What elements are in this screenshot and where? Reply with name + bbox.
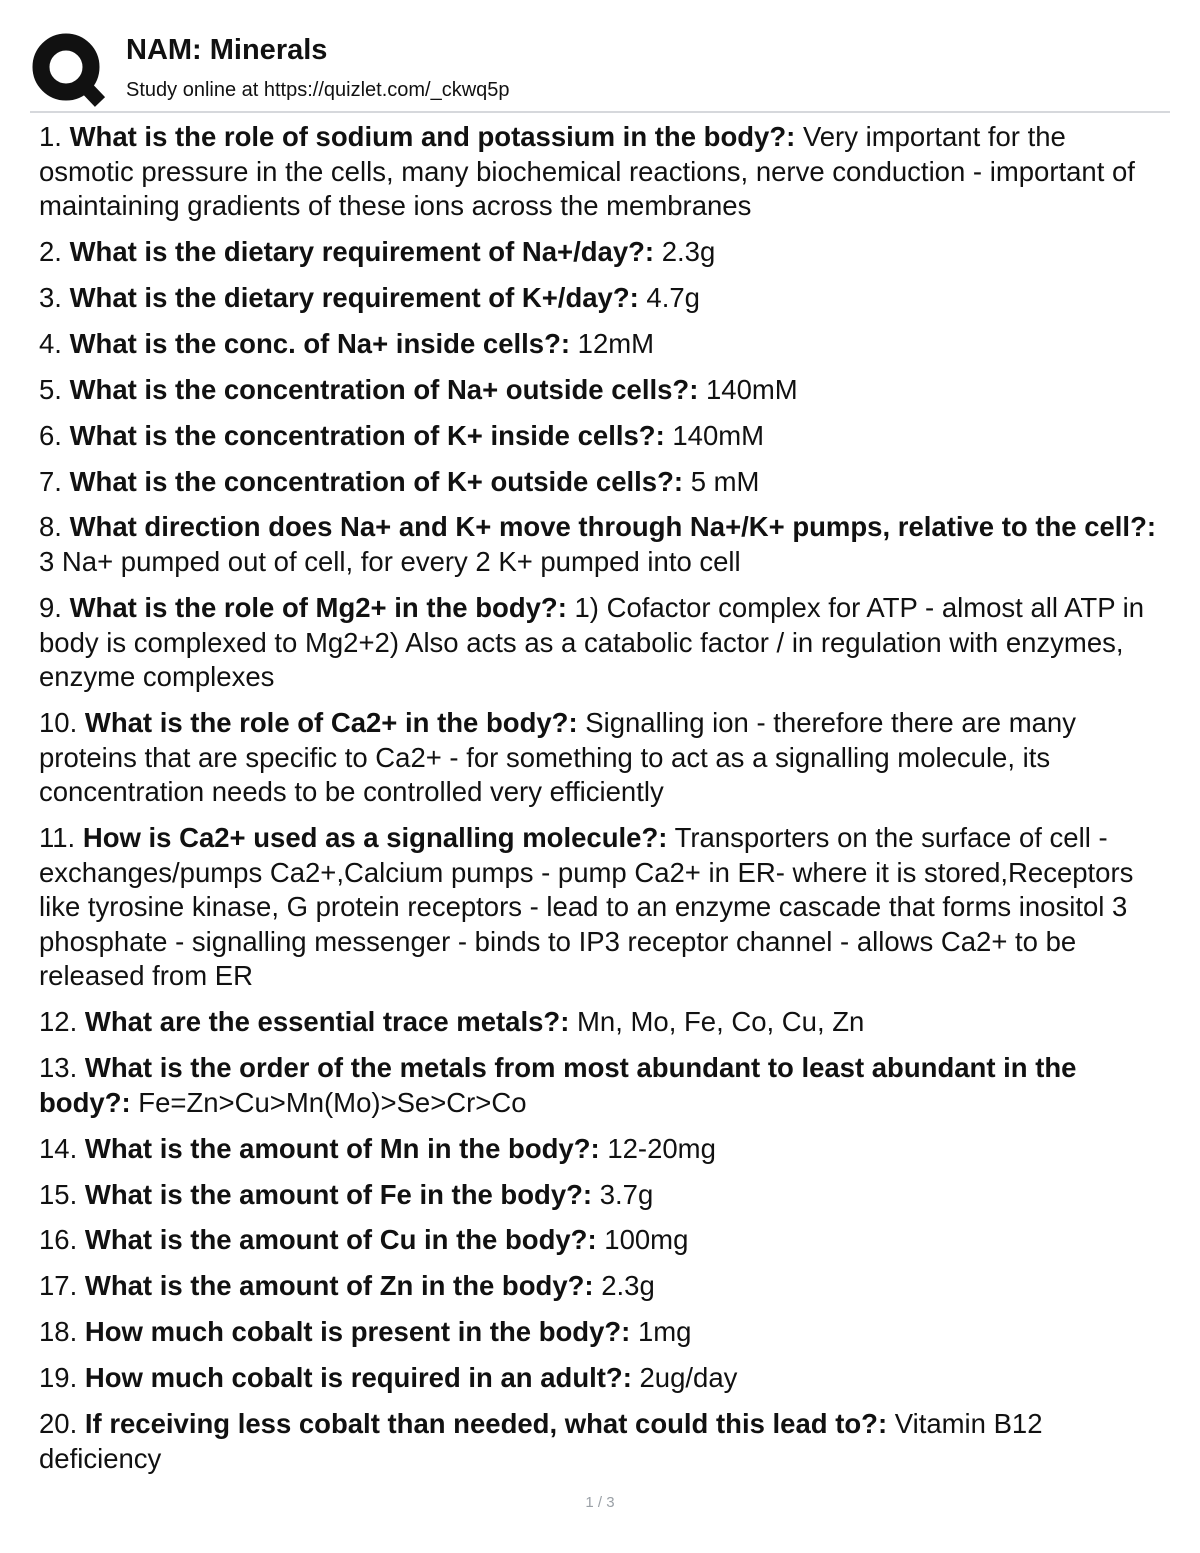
answer-text: 1mg bbox=[637, 1316, 692, 1348]
quizlet-q-icon bbox=[30, 31, 106, 107]
answer-text: 2ug/day bbox=[639, 1362, 738, 1394]
question-text: If receiving less cobalt than needed, what could this lead to?: bbox=[84, 1408, 888, 1440]
answer-text: 2.3g bbox=[601, 1270, 655, 1302]
question-text: What is the amount of Fe in the body?: bbox=[84, 1178, 593, 1210]
question-text: What is the dietary requirement of K+/day?: bbox=[69, 281, 639, 313]
item-number: 16. bbox=[39, 1224, 78, 1256]
list-item bbox=[39, 1178, 1164, 1213]
list-item bbox=[39, 591, 1164, 695]
document-header bbox=[30, 28, 1170, 108]
list-item bbox=[39, 1132, 1164, 1167]
item-number: 4. bbox=[39, 327, 62, 359]
list-item bbox=[39, 1223, 1164, 1258]
answer-text: Mn, Mo, Fe, Co, Cu, Zn bbox=[577, 1006, 865, 1038]
answer-text: 4.7g bbox=[646, 281, 700, 313]
question-text: What is the amount of Zn in the body?: bbox=[84, 1270, 594, 1302]
answer-text: 12-20mg bbox=[607, 1132, 716, 1164]
question-text: What is the conc. of Na+ inside cells?: bbox=[69, 327, 571, 359]
question-text: How much cobalt is required in an adult?: bbox=[84, 1362, 632, 1394]
item-number: 18. bbox=[39, 1316, 78, 1348]
list-item bbox=[39, 235, 1164, 270]
question-text: What is the concentration of K+ inside cells?: bbox=[69, 419, 665, 451]
answer-text: 140mM bbox=[706, 373, 798, 405]
answer-text: 12mM bbox=[577, 327, 655, 359]
question-text: What is the role of Ca2+ in the body?: bbox=[84, 706, 578, 738]
list-item bbox=[39, 373, 1164, 408]
item-number: 17. bbox=[39, 1270, 78, 1302]
item-number: 3. bbox=[39, 281, 62, 313]
item-number: 8. bbox=[39, 511, 62, 543]
question-text: How much cobalt is present in the body?: bbox=[84, 1316, 631, 1348]
list-item bbox=[39, 281, 1164, 316]
answer-text: 1) Cofactor complex for ATP - almost all ATP in body is complexed to Mg2+2) Also acts as a catabolic factor / in regulation with enzymes, enzyme complexes bbox=[39, 591, 1145, 693]
question-text: What are the essential trace metals?: bbox=[84, 1006, 570, 1038]
item-number: 6. bbox=[39, 419, 62, 451]
item-number: 13. bbox=[39, 1052, 78, 1084]
item-number: 11. bbox=[39, 822, 76, 854]
answer-text: Signalling ion - therefore there are many proteins that are specific to Ca2+ - for something to act as a signalling molecule, its concentration needs to be controlled very efficiently bbox=[39, 706, 1076, 808]
header-divider bbox=[30, 111, 1170, 113]
list-item bbox=[39, 821, 1164, 994]
question-text: What is the amount of Cu in the body?: bbox=[84, 1224, 597, 1256]
item-number: 9. bbox=[39, 591, 62, 623]
list-item bbox=[39, 706, 1164, 810]
item-number: 2. bbox=[39, 236, 62, 268]
list-item bbox=[39, 120, 1164, 224]
item-number: 7. bbox=[39, 465, 62, 497]
answer-text: 140mM bbox=[672, 419, 765, 451]
question-list bbox=[39, 120, 1164, 1488]
page-number: 1 / 3 bbox=[585, 1494, 615, 1511]
list-item bbox=[39, 327, 1164, 362]
question-text: What is the role of sodium and potassium in the body?: bbox=[69, 121, 796, 152]
question-text: What direction does Na+ and K+ move through Na+/K+ pumps, relative to the cell?: bbox=[69, 511, 1157, 543]
item-number: 19. bbox=[39, 1362, 78, 1394]
list-item bbox=[39, 1315, 1164, 1350]
question-text: What is the order of the metals from most abundant to least abundant in the body?: bbox=[39, 1052, 1077, 1118]
document-title: NAM: Minerals bbox=[126, 34, 328, 66]
answer-text: 100mg bbox=[604, 1224, 689, 1256]
item-number: 20. bbox=[39, 1408, 78, 1440]
answer-text: Fe=Zn>Cu>Mn(Mo)>Se>Cr>Co bbox=[138, 1086, 527, 1118]
answer-text: Vitamin B12 deficiency bbox=[39, 1408, 1043, 1474]
item-number: 1. bbox=[39, 121, 62, 152]
item-number: 15. bbox=[39, 1178, 78, 1210]
item-number: 12. bbox=[39, 1006, 78, 1038]
question-text: What is the concentration of Na+ outside cells?: bbox=[69, 373, 699, 405]
answer-text: Very important for the osmotic pressure in the cells, many biochemical reactions, nerve conduction - important of maintaining gradients of these ions across the membranes bbox=[39, 121, 1135, 222]
list-item bbox=[39, 419, 1164, 454]
question-text: What is the amount of Mn in the body?: bbox=[84, 1132, 600, 1164]
item-number: 10. bbox=[39, 706, 78, 738]
question-text: What is the dietary requirement of Na+/day?: bbox=[69, 236, 655, 268]
answer-text: 3 Na+ pumped out of cell, for every 2 K+ pumped into cell bbox=[39, 546, 741, 578]
list-item bbox=[39, 510, 1164, 579]
list-item bbox=[39, 1051, 1164, 1120]
list-item bbox=[39, 1361, 1164, 1396]
list-item bbox=[39, 465, 1164, 500]
answer-text: Transporters on the surface of cell - exchanges/pumps Ca2+,Calcium pumps - pump Ca2+ in ER- where it is stored,Receptors like tyrosine kinase, G protein receptors - lead to an enzyme cascade that forms inositol 3 phosphate - signalling messenger - binds to IP3 receptor channel - allows Ca2+ to be released from ER bbox=[39, 822, 1134, 992]
study-link-text: Study online at https://quizlet.com/_ckwq5p bbox=[126, 79, 510, 101]
answer-text: 3.7g bbox=[599, 1178, 654, 1210]
question-text: What is the concentration of K+ outside cells?: bbox=[69, 465, 684, 497]
question-text: What is the role of Mg2+ in the body?: bbox=[69, 591, 567, 623]
list-item bbox=[39, 1269, 1164, 1304]
list-item bbox=[39, 1407, 1164, 1476]
list-item bbox=[39, 1005, 1164, 1040]
answer-text: 5 mM bbox=[690, 465, 760, 497]
question-text: How is Ca2+ used as a signalling molecule?: bbox=[82, 822, 668, 854]
item-number: 5. bbox=[39, 373, 62, 405]
answer-text: 2.3g bbox=[661, 236, 716, 268]
item-number: 14. bbox=[39, 1132, 78, 1164]
